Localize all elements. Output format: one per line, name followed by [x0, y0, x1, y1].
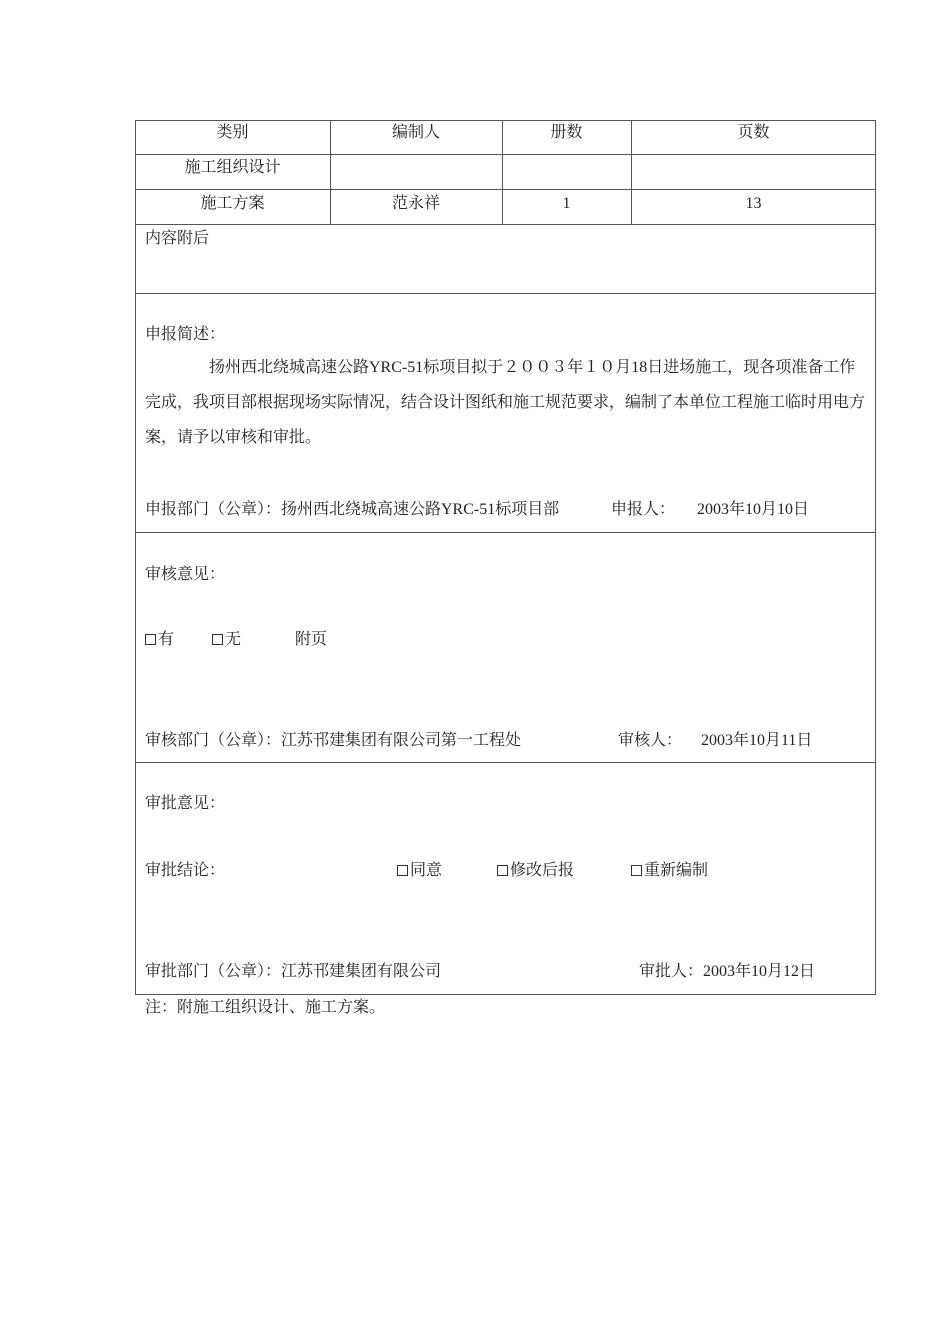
- report-body: [145, 350, 867, 455]
- header-pages: 页数: [737, 124, 770, 141]
- report-body-text: 扬州西北绕城高速公路YRC-51标项目拟于２００３年１０月18日进场施工，现各项准备工作完成，我项目部根据现场实际情况，结合设计图纸和施工规范要求，编制了本单位工程施工临时用电方案，请予以审核和审批。: [145, 359, 866, 446]
- table-row-2-category: 施工方案: [200, 195, 265, 212]
- approval-option-agree-label: 同意: [410, 862, 443, 879]
- approval-option-modify-label: 修改后报: [510, 862, 575, 879]
- report-person-label: 申报人：: [611, 501, 676, 518]
- section-divider: [135, 762, 876, 763]
- review-option-no[interactable]: [212, 630, 241, 650]
- review-heading: 审核意见：: [145, 566, 226, 583]
- section-divider: [135, 532, 876, 533]
- row-divider: [135, 189, 876, 190]
- header-compiler: 编制人: [391, 124, 440, 141]
- row-divider: [135, 154, 876, 155]
- approval-heading: 审批意见：: [145, 795, 226, 812]
- review-person-label: 审核人：: [618, 732, 683, 749]
- report-dept: 申报部门（公章）：扬州西北绕城高速公路YRC-51标项目部: [145, 501, 560, 518]
- approval-person-date: 审批人：2003年10月12日: [639, 963, 816, 980]
- review-attach: 附页: [295, 631, 328, 648]
- table-row-1-category: 施工组织设计: [184, 159, 281, 176]
- checkbox-icon[interactable]: [397, 865, 408, 876]
- review-option-yes[interactable]: [145, 630, 174, 650]
- row-divider: [135, 293, 876, 294]
- row-divider: [135, 224, 876, 225]
- table-row-2-pages: 13: [745, 195, 762, 212]
- approval-dept: 审批部门（公章）：江苏邗建集团有限公司: [145, 963, 442, 980]
- checkbox-icon[interactable]: [497, 865, 508, 876]
- review-dept: 审核部门（公章）：江苏邗建集团有限公司第一工程处: [145, 732, 522, 749]
- review-option-no-label: 无: [225, 631, 242, 648]
- approval-conclusion-label: 审批结论：: [145, 862, 226, 879]
- approval-option-redo-label: 重新编制: [644, 862, 709, 879]
- checkbox-icon[interactable]: [145, 634, 156, 645]
- footnote: 注：附施工组织设计、施工方案。: [145, 999, 386, 1016]
- review-date: 2003年10月11日: [701, 732, 813, 749]
- approval-option-redo[interactable]: [631, 861, 708, 881]
- header-category: 类别: [216, 124, 249, 141]
- checkbox-icon[interactable]: [631, 865, 642, 876]
- header-volumes: 册数: [550, 124, 583, 141]
- table-row-2-volumes: 1: [562, 195, 571, 212]
- report-date: 2003年10月10日: [697, 501, 810, 518]
- checkbox-icon[interactable]: [212, 634, 223, 645]
- table-row-2-compiler: 范永祥: [391, 195, 440, 212]
- report-heading: 申报简述：: [145, 326, 226, 343]
- review-option-yes-label: 有: [158, 631, 175, 648]
- approval-option-modify[interactable]: [497, 861, 574, 881]
- content-note: 内容附后: [145, 230, 210, 247]
- approval-option-agree[interactable]: [397, 861, 442, 881]
